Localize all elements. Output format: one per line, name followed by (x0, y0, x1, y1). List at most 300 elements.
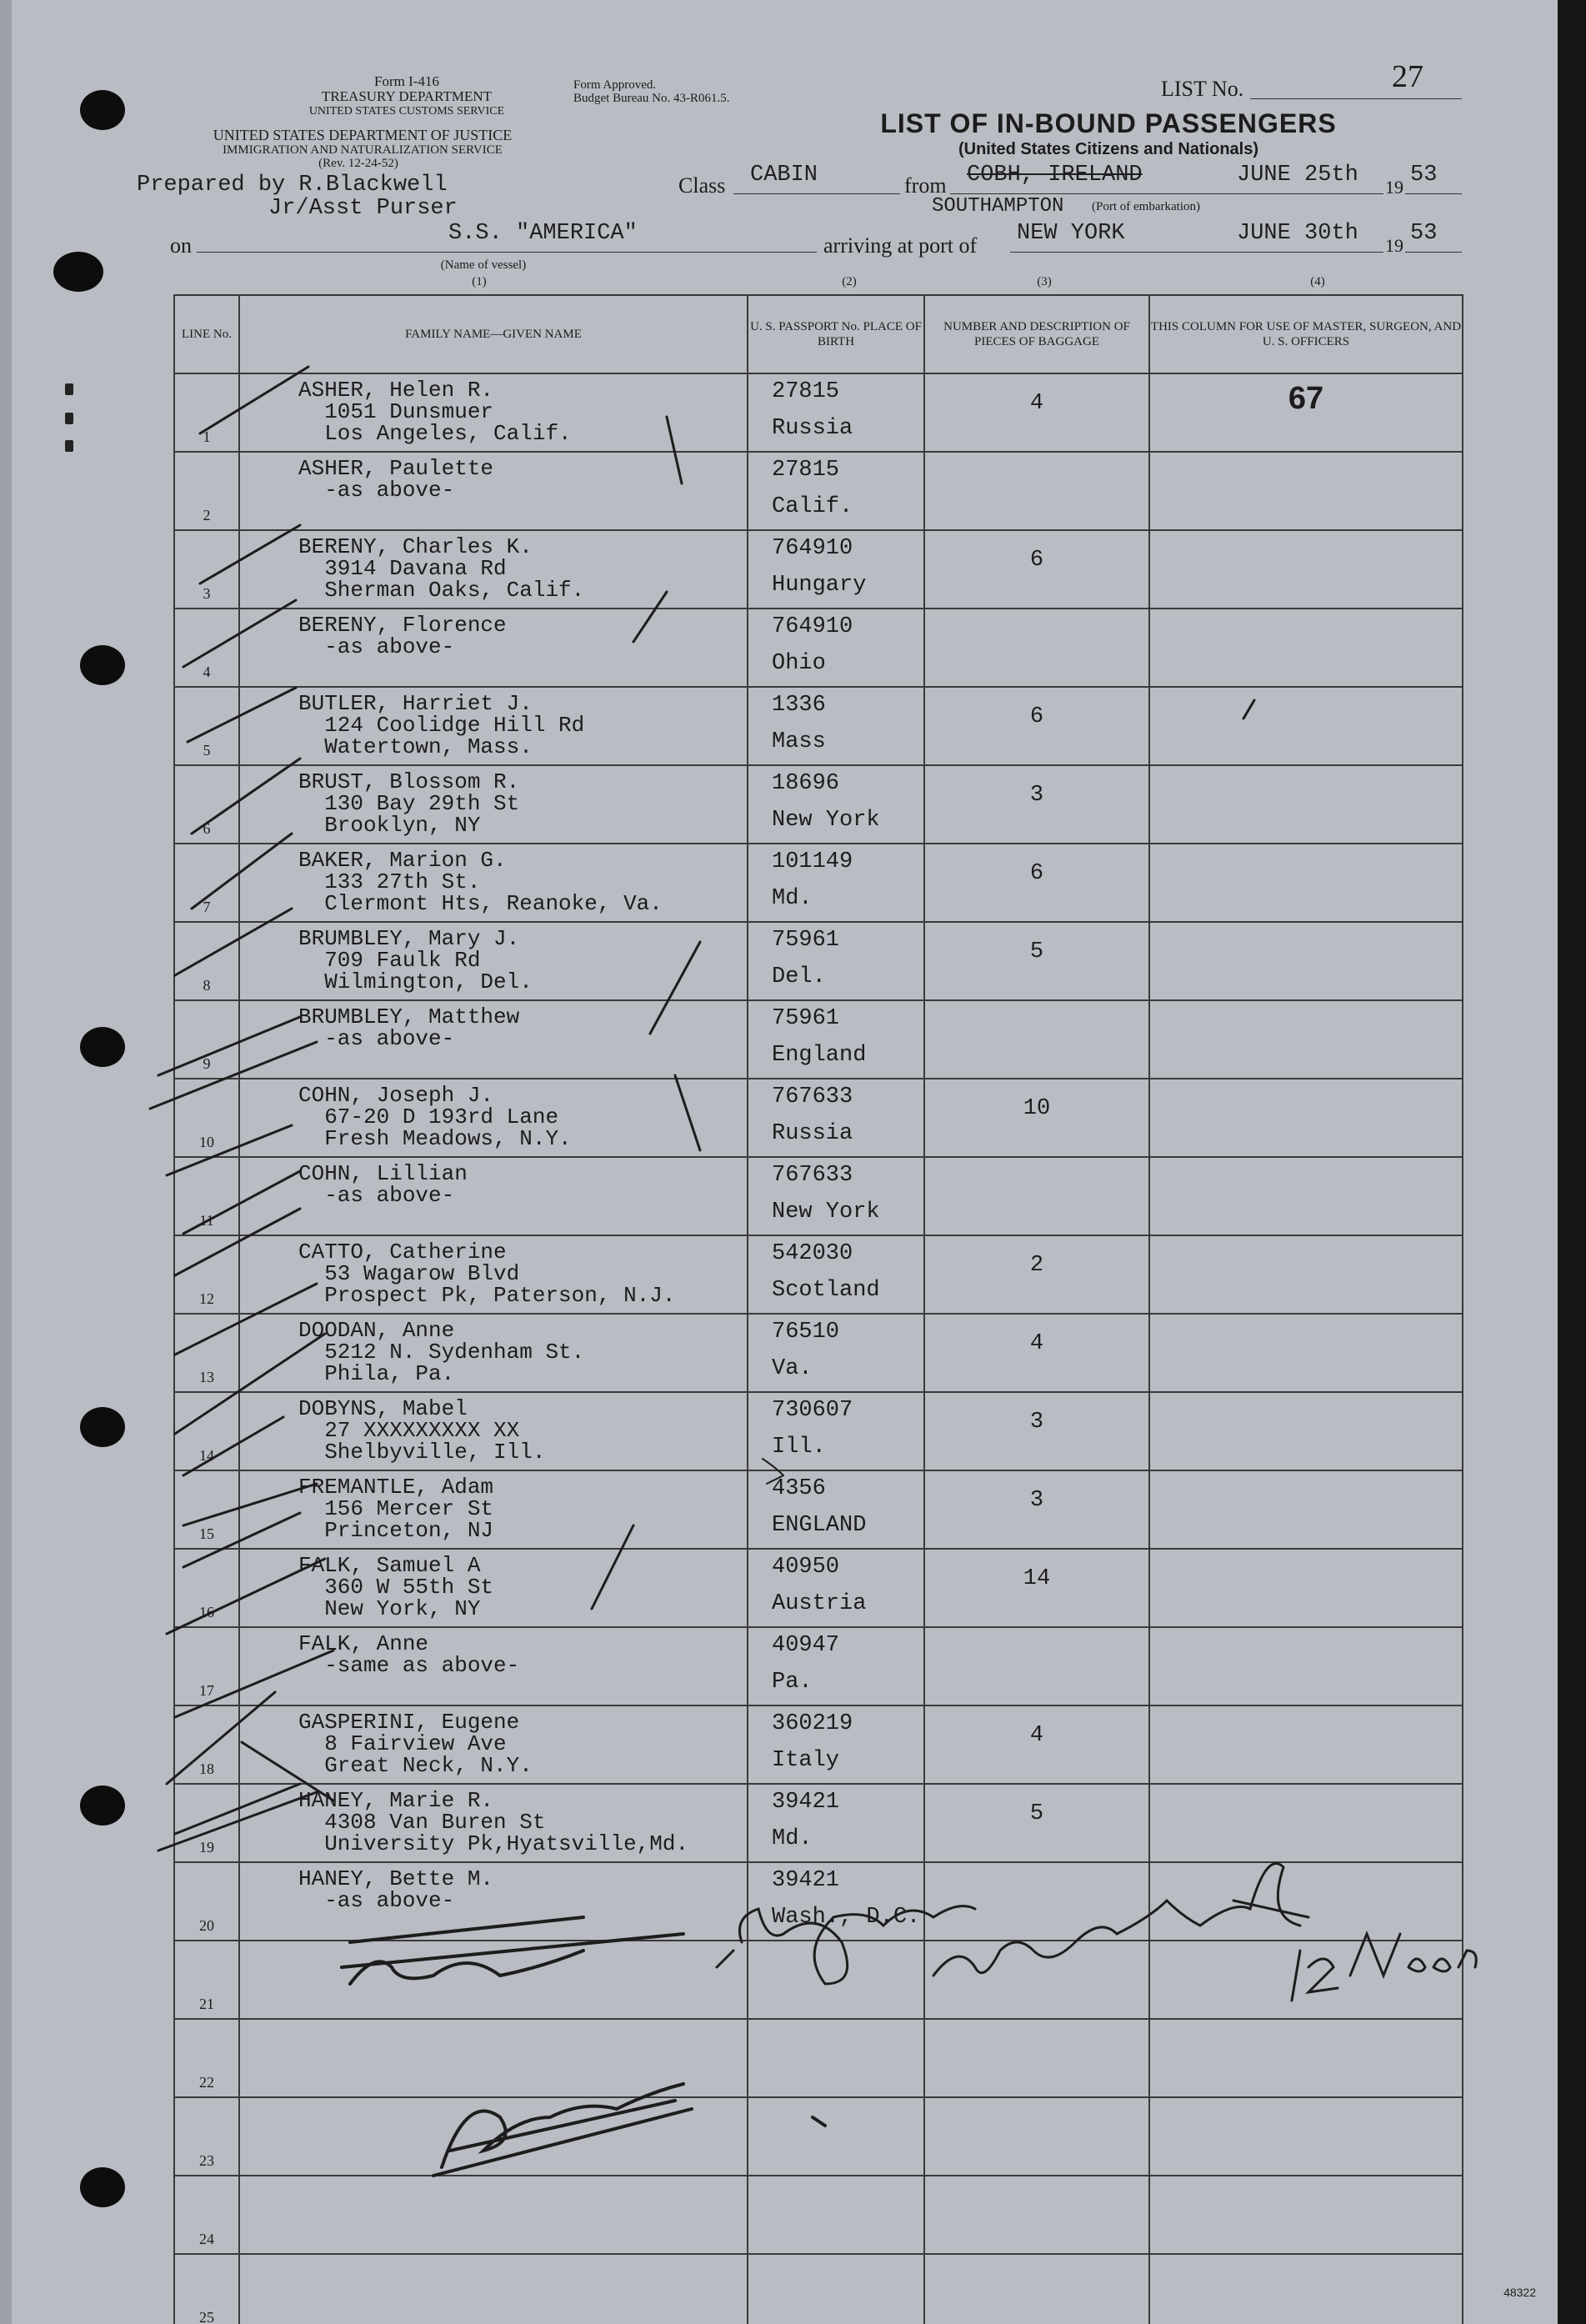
binder-hole-icon (80, 645, 125, 685)
depart-year-underline (1405, 193, 1462, 194)
binder-hole-icon (80, 2167, 125, 2207)
passenger-name-cell (239, 687, 748, 765)
passenger-name-address: ASHER, Paulette -as above- (298, 456, 494, 503)
passenger-name-cell (239, 1549, 748, 1627)
line-number-cell (174, 2019, 239, 2097)
officer-use-cell (1149, 922, 1463, 1000)
officer-use-cell (1149, 2254, 1463, 2324)
line-number: 19 (199, 1839, 214, 1856)
baggage-count: 4 (1029, 1723, 1044, 1748)
passport-cell (748, 452, 924, 530)
justice-dept: UNITED STATES DEPARTMENT OF JUSTICE (213, 127, 513, 143)
line-number-cell (174, 765, 239, 844)
place-of-birth: Ohio (772, 651, 826, 676)
passenger-name-address: FALK, Anne -same as above- (298, 1631, 520, 1678)
passport-number: 27815 (772, 379, 840, 404)
passport-number: 4356 (772, 1476, 826, 1501)
officer-use-cell (1149, 452, 1463, 530)
passenger-name-address: BRUMBLEY, Matthew -as above- (298, 1004, 520, 1051)
line-number-cell (174, 1549, 239, 1627)
embark-note: (Port of embarkation) (1092, 200, 1200, 213)
baggage-cell (924, 1549, 1149, 1627)
passport-number: 767633 (772, 1084, 853, 1109)
passport-cell (748, 1157, 924, 1235)
passport-cell (748, 1784, 924, 1862)
table-row (174, 1157, 1463, 1235)
passenger-name-cell (239, 1705, 748, 1784)
passport-number: 1336 (772, 693, 826, 718)
passport-cell (748, 1235, 924, 1314)
passenger-name-cell (239, 2097, 748, 2176)
officer-use-cell (1149, 373, 1463, 452)
line-number-cell (174, 2097, 239, 2176)
passenger-name-address: DOBYNS, Mabel 27 XXXXXXXXX XX Shelbyville, Ill. (298, 1396, 546, 1465)
place-of-birth: Austria (772, 1591, 867, 1616)
form-code: 48322 (1503, 2286, 1536, 2299)
baggage-cell (924, 922, 1149, 1000)
baggage-count: 4 (1029, 1331, 1044, 1356)
baggage-count: 2 (1029, 1253, 1044, 1278)
baggage-count: 6 (1029, 861, 1044, 886)
on-label: on (170, 233, 192, 258)
passenger-name-cell (239, 1862, 748, 1941)
place-of-birth: Hungary (772, 573, 867, 598)
baggage-cell (924, 2097, 1149, 2176)
line-number-cell (174, 530, 239, 609)
class-label: Class (678, 173, 726, 198)
list-label: LIST No. (1161, 77, 1244, 101)
passenger-name-address: BERENY, Florence -as above- (298, 613, 507, 659)
baggage-cell (924, 765, 1149, 844)
passport-cell (748, 2019, 924, 2097)
table-row (174, 373, 1463, 452)
table-row (174, 1784, 1463, 1862)
place-of-birth: New York (772, 1200, 880, 1225)
table-row (174, 1549, 1463, 1627)
line-number: 17 (199, 1682, 214, 1699)
table-row (174, 2097, 1463, 2176)
arrival-date: JUNE 30th (1237, 221, 1358, 246)
class-underline (733, 193, 900, 194)
line-number: 20 (199, 1917, 214, 1934)
passport-cell (748, 844, 924, 922)
line-number-cell (174, 2254, 239, 2324)
baggage-cell (924, 844, 1149, 922)
officer-use-cell (1149, 1549, 1463, 1627)
passport-cell (748, 1941, 924, 2019)
header-name: FAMILY NAME—GIVEN NAME (239, 295, 748, 373)
baggage-cell (924, 1157, 1149, 1235)
passenger-name-cell (239, 1079, 748, 1157)
line-number: 2 (203, 507, 211, 523)
passenger-name-address: HANEY, Bette M. -as above- (298, 1866, 494, 1913)
vessel-name: S.S. "AMERICA" (448, 221, 638, 246)
passport-cell (748, 922, 924, 1000)
vessel-note: (Name of vessel) (440, 258, 527, 272)
binder-hole-icon (80, 1786, 125, 1826)
officer-use-cell (1149, 1705, 1463, 1784)
passport-number: 360219 (772, 1711, 853, 1736)
line-number-cell (174, 1079, 239, 1157)
form-approved: Form Approved. (573, 78, 657, 92)
table-row (174, 1079, 1463, 1157)
table-row (174, 765, 1463, 844)
arrival-port: NEW YORK (1017, 221, 1125, 246)
place-of-birth: England (772, 1043, 867, 1068)
passenger-name-cell (239, 1941, 748, 2019)
depart-date: JUNE 25th (1237, 163, 1358, 188)
officer-use-cell (1149, 844, 1463, 922)
passport-cell (748, 687, 924, 765)
table-row (174, 687, 1463, 765)
binder-hole-icon (53, 252, 103, 292)
officer-use-cell (1149, 1392, 1463, 1470)
place-of-birth: Mass (772, 729, 826, 754)
place-of-birth: New York (772, 808, 880, 833)
line-number-cell (174, 1941, 239, 2019)
passport-number: 764910 (772, 614, 853, 639)
passenger-name-cell (239, 1157, 748, 1235)
passenger-name-address: COHN, Lillian -as above- (298, 1161, 468, 1208)
officer-use-cell (1149, 1314, 1463, 1392)
officer-use-cell (1149, 1470, 1463, 1549)
passenger-name-address: BAKER, Marion G. 133 27th St. Clermont Hts, Reanoke, Va. (298, 848, 663, 916)
document-title: LIST OF IN-BOUND PASSENGERS (880, 108, 1337, 138)
officer-note: 67 (1288, 381, 1324, 416)
header-line-no: LINE No. (174, 295, 239, 373)
page-shadow-left (0, 0, 12, 2324)
baggage-count: 5 (1029, 1801, 1044, 1826)
table-row (174, 922, 1463, 1000)
line-number-cell (174, 2176, 239, 2254)
page-edge-dark (1558, 0, 1586, 2324)
line-number: 13 (199, 1369, 214, 1385)
page-number: 27 (1392, 59, 1423, 94)
line-number: 15 (199, 1525, 214, 1542)
line-number: 23 (199, 2152, 214, 2169)
passport-cell (748, 1705, 924, 1784)
baggage-cell (924, 530, 1149, 609)
baggage-count: 6 (1029, 704, 1044, 729)
officer-use-cell (1149, 1157, 1463, 1235)
passenger-name-cell (239, 844, 748, 922)
header-baggage: NUMBER AND DESCRIPTION OF PIECES OF BAGGAGE (924, 295, 1149, 373)
table-row (174, 2176, 1463, 2254)
baggage-count: 5 (1029, 939, 1044, 964)
passport-number: 75961 (772, 928, 840, 953)
line-number: 16 (199, 1604, 214, 1620)
table-row (174, 1705, 1463, 1784)
passport-number: 18696 (772, 771, 840, 796)
line-number-cell (174, 1235, 239, 1314)
passenger-name-cell (239, 1470, 748, 1549)
arrival-underline (1010, 252, 1383, 253)
passenger-name-address: DOODAN, Anne 5212 N. Sydenham St. Phila, Pa. (298, 1318, 585, 1386)
table-row (174, 1862, 1463, 1941)
revision: (Rev. 12-24-52) (318, 157, 398, 170)
baggage-cell (924, 1784, 1149, 1862)
arrival-year: 53 (1410, 221, 1438, 246)
baggage-count: 10 (1023, 1096, 1051, 1121)
baggage-cell (924, 1470, 1149, 1549)
treasury-dept: TREASURY DEPARTMENT (321, 88, 493, 104)
passport-number: 39421 (772, 1790, 840, 1815)
passport-number: 764910 (772, 536, 853, 561)
table-row (174, 1627, 1463, 1705)
passport-cell (748, 2097, 924, 2176)
officer-use-cell (1149, 1862, 1463, 1941)
passenger-name-cell (239, 2019, 748, 2097)
binder-hole-icon (80, 1407, 125, 1447)
passenger-name-cell (239, 1235, 748, 1314)
passport-cell (748, 1549, 924, 1627)
baggage-cell (924, 2176, 1149, 2254)
place-of-birth: Del. (772, 964, 826, 989)
place-of-birth: Calif. (772, 494, 853, 519)
passport-number: 75961 (772, 1006, 840, 1031)
baggage-cell (924, 1862, 1149, 1941)
officer-use-cell (1149, 1235, 1463, 1314)
table-row (174, 1235, 1463, 1314)
passport-cell (748, 765, 924, 844)
line-number-cell (174, 687, 239, 765)
passport-cell (748, 1862, 924, 1941)
line-number-cell (174, 1784, 239, 1862)
officer-use-cell (1149, 1941, 1463, 2019)
passenger-name-cell (239, 1784, 748, 1862)
place-of-birth: Md. (772, 886, 813, 911)
from-port: SOUTHAMPTON (932, 195, 1064, 218)
prepared-by: Prepared by R.Blackwell (137, 173, 448, 198)
line-number-cell (174, 1157, 239, 1235)
passport-number: 730607 (772, 1398, 853, 1423)
baggage-cell (924, 1705, 1149, 1784)
line-number-cell (174, 1862, 239, 1941)
binder-mark-icon (65, 383, 73, 395)
line-number: 11 (199, 1212, 214, 1229)
officer-use-cell (1149, 1079, 1463, 1157)
prepared-role: Jr/Asst Purser (268, 196, 458, 221)
place-of-birth: Italy (772, 1748, 840, 1773)
passenger-name-address: BRUMBLEY, Mary J. 709 Faulk Rd Wilmington, Del. (298, 926, 533, 994)
baggage-count: 3 (1029, 1410, 1044, 1435)
arrival-year-underline (1405, 252, 1462, 253)
passenger-name-address: GASPERINI, Eugene 8 Fairview Ave Great Neck, N.Y. (298, 1710, 533, 1778)
passenger-name-address: COHN, Joseph J. 67-20 D 193rd Lane Fresh Meadows, N.Y. (298, 1083, 572, 1151)
baggage-cell (924, 687, 1149, 765)
depart-year: 53 (1410, 163, 1438, 188)
line-number: 7 (203, 899, 211, 915)
from-label: from (904, 173, 947, 198)
officer-use-cell (1149, 530, 1463, 609)
line-number-cell (174, 922, 239, 1000)
table-row (174, 530, 1463, 609)
passport-cell (748, 1314, 924, 1392)
place-of-birth: Md. (772, 1826, 813, 1851)
place-of-birth: Wash., D.C. (772, 1905, 921, 1930)
baggage-cell (924, 1314, 1149, 1392)
from-underline (950, 193, 1383, 194)
passport-cell (748, 373, 924, 452)
line-number: 18 (199, 1761, 214, 1777)
passport-number: 27815 (772, 458, 840, 483)
line-number-cell (174, 452, 239, 530)
binder-mark-icon (65, 413, 73, 424)
passenger-name-cell (239, 1627, 748, 1705)
passport-number: 39421 (772, 1868, 840, 1893)
line-number: 1 (203, 428, 211, 445)
table-row (174, 452, 1463, 530)
passport-number: 40950 (772, 1555, 840, 1580)
col-num-1: (1) (472, 275, 487, 288)
passport-cell (748, 1627, 924, 1705)
place-of-birth: Ill. (772, 1435, 826, 1460)
passenger-name-address: FREMANTLE, Adam 156 Mercer St Princeton, NJ (298, 1475, 494, 1543)
baggage-count: 14 (1023, 1566, 1051, 1591)
vessel-underline (197, 252, 817, 253)
officer-use-cell (1149, 765, 1463, 844)
passport-cell (748, 1079, 924, 1157)
officer-use-cell (1149, 2019, 1463, 2097)
line-number: 10 (199, 1134, 214, 1150)
line-number-cell (174, 1627, 239, 1705)
document-subtitle: (United States Citizens and Nationals) (958, 140, 1259, 158)
line-number-cell (174, 609, 239, 687)
passenger-name-address: BUTLER, Harriet J. 124 Coolidge Hill Rd Watertown, Mass. (298, 691, 585, 759)
line-number: 3 (203, 585, 211, 602)
baggage-cell (924, 1235, 1149, 1314)
arriving-label: arriving at port of (823, 233, 978, 258)
col-num-3: (3) (1037, 275, 1052, 288)
passport-cell (748, 2254, 924, 2324)
passport-cell (748, 1392, 924, 1470)
budget-bureau: Budget Bureau No. 43-R061.5. (573, 92, 730, 105)
passenger-name-address: CATTO, Catherine 53 Wagarow Blvd Prospect Pk, Paterson, N.J. (298, 1240, 676, 1308)
class-value: CABIN (750, 163, 818, 188)
line-number: 12 (199, 1290, 214, 1307)
place-of-birth: Russia (772, 416, 853, 441)
baggage-count: 3 (1029, 783, 1044, 808)
passenger-name-cell (239, 2254, 748, 2324)
line-number: 14 (199, 1447, 214, 1464)
baggage-cell (924, 1079, 1149, 1157)
line-number: 21 (199, 1996, 214, 2012)
line-number: 6 (203, 820, 211, 837)
baggage-cell (924, 1627, 1149, 1705)
officer-use-cell (1149, 1627, 1463, 1705)
table-row (174, 1941, 1463, 2019)
header-passport: U. S. PASSPORT No. PLACE OF BIRTH (748, 295, 924, 373)
line-number: 25 (199, 2309, 214, 2324)
line-number: 8 (203, 977, 211, 994)
passenger-name-cell (239, 609, 748, 687)
baggage-cell (924, 452, 1149, 530)
baggage-cell (924, 1392, 1149, 1470)
line-number-cell (174, 1470, 239, 1549)
passenger-name-address: BRUST, Blossom R. 130 Bay 29th St Brooklyn, NY (298, 769, 520, 838)
line-number: 22 (199, 2074, 214, 2091)
place-of-birth: Pa. (772, 1670, 813, 1695)
binder-hole-icon (80, 90, 125, 130)
table-row (174, 1314, 1463, 1392)
baggage-count: 6 (1029, 548, 1044, 573)
col-num-4: (4) (1310, 275, 1325, 288)
baggage-cell (924, 373, 1149, 452)
passenger-name-address: BERENY, Charles K. 3914 Davana Rd Sherman Oaks, Calif. (298, 534, 585, 603)
line-number: 4 (203, 664, 211, 680)
passenger-name-cell (239, 1392, 748, 1470)
table-row (174, 2019, 1463, 2097)
baggage-count: 4 (1029, 391, 1044, 416)
line-number-cell (174, 373, 239, 452)
passport-number: 76510 (772, 1320, 840, 1345)
passport-cell (748, 609, 924, 687)
passenger-name-cell (239, 1314, 748, 1392)
line-number: 9 (203, 1055, 211, 1072)
passport-cell (748, 530, 924, 609)
line-number-cell (174, 1314, 239, 1392)
table-row (174, 1000, 1463, 1079)
place-of-birth: Scotland (772, 1278, 880, 1303)
line-number-cell (174, 844, 239, 922)
passenger-name-cell (239, 2176, 748, 2254)
line-number-cell (174, 1000, 239, 1079)
table-row (174, 1392, 1463, 1470)
passport-number: 101149 (772, 849, 853, 874)
table-row (174, 609, 1463, 687)
passenger-name-address: FALK, Samuel A 360 W 55th St New York, NY (298, 1553, 494, 1621)
passenger-name-cell (239, 1000, 748, 1079)
passenger-name-cell (239, 530, 748, 609)
baggage-count: 3 (1029, 1488, 1044, 1513)
passenger-name-cell (239, 922, 748, 1000)
officer-use-cell (1149, 687, 1463, 765)
line-number-cell (174, 1705, 239, 1784)
baggage-cell (924, 609, 1149, 687)
passport-cell (748, 1470, 924, 1549)
baggage-cell (924, 2019, 1149, 2097)
officer-use-cell (1149, 2097, 1463, 2176)
binder-hole-icon (80, 1027, 125, 1067)
passenger-name-address: HANEY, Marie R. 4308 Van Buren St University Pk,Hyatsville,Md. (298, 1788, 689, 1856)
passenger-name-cell (239, 373, 748, 452)
officer-use-cell (1149, 1000, 1463, 1079)
place-of-birth: ENGLAND (772, 1513, 867, 1538)
customs-service: UNITED STATES CUSTOMS SERVICE (308, 105, 505, 118)
passport-number: 767633 (772, 1163, 853, 1188)
place-of-birth: Russia (772, 1121, 853, 1146)
passport-cell (748, 2176, 924, 2254)
baggage-cell (924, 2254, 1149, 2324)
table-row (174, 2254, 1463, 2324)
officer-use-cell (1149, 2176, 1463, 2254)
form-number: Form I-416 (374, 73, 439, 89)
passport-cell (748, 1000, 924, 1079)
passenger-name-address: ASHER, Helen R. 1051 Dunsmuer Los Angeles, Calif. (298, 378, 572, 446)
officer-use-cell (1149, 609, 1463, 687)
from-value-struck: COBH, IRELAND (967, 163, 1143, 188)
passenger-name-cell (239, 452, 748, 530)
col-num-2: (2) (842, 275, 857, 288)
binder-mark-icon (65, 440, 73, 452)
depart-year-prefix: 19 (1385, 177, 1403, 198)
table-header-row (174, 295, 1463, 373)
line-number: 5 (203, 742, 211, 759)
officer-use-cell (1149, 1784, 1463, 1862)
baggage-cell (924, 1000, 1149, 1079)
place-of-birth: Va. (772, 1356, 813, 1381)
passport-number: 40947 (772, 1633, 840, 1658)
